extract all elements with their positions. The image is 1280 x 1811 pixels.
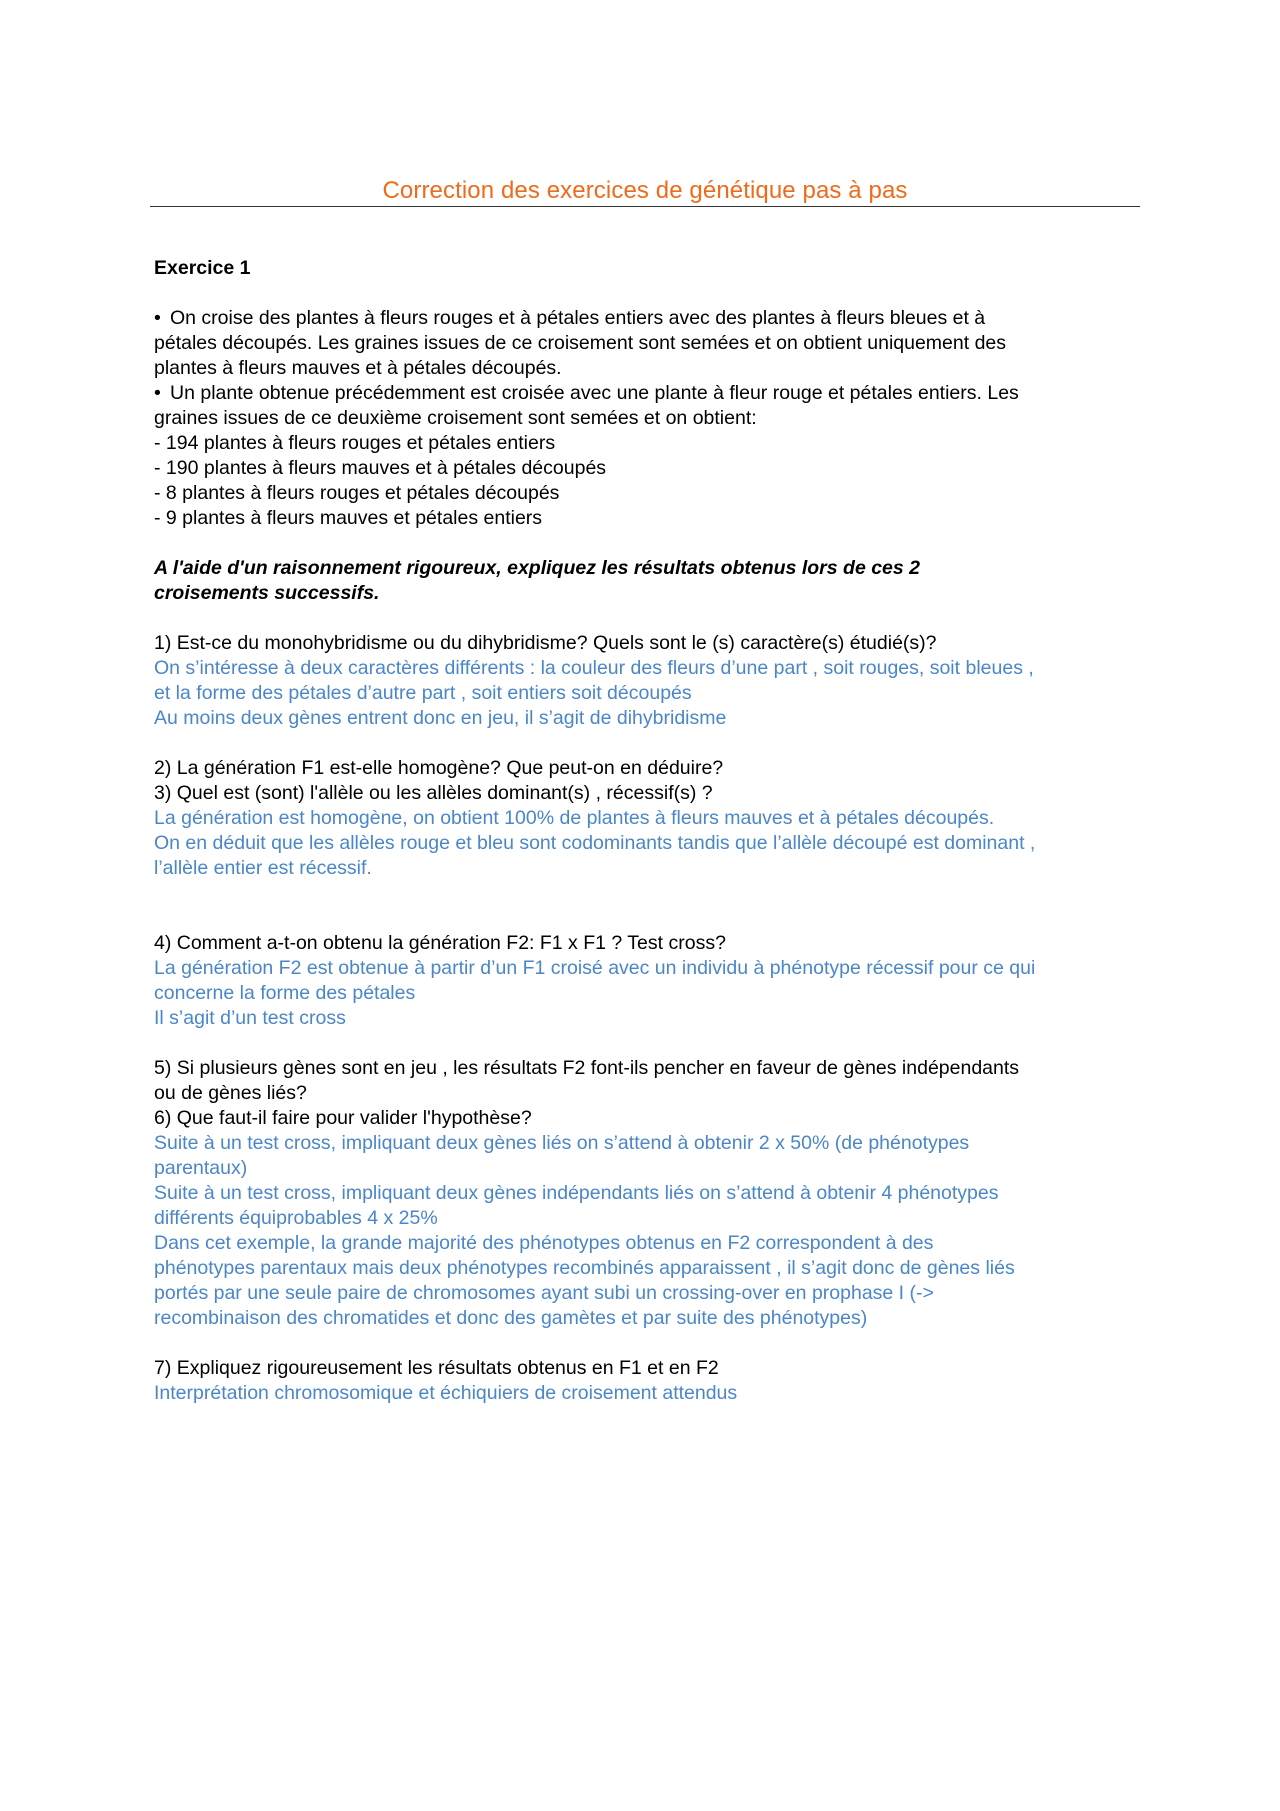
question-3: 3) Quel est (sont) l'allèle ou les allèles dominant(s) , récessif(s) ? [154, 782, 713, 804]
spacer [154, 1031, 1144, 1056]
answer-4-line: Il s’agit d’un test cross [154, 1007, 346, 1029]
statement-bullet-2-line-1 [154, 381, 1144, 406]
answer-5-6-line: phénotypes parentaux mais deux phénotypes recombinés apparaissent , il s’agit donc de gènes liés [154, 1257, 1015, 1279]
answer-5-6-line: parentaux) [154, 1157, 248, 1179]
result-item: - 8 plantes à fleurs rouges et pétales découpés [154, 482, 560, 504]
answer-5-6-line: Suite à un test cross, impliquant deux gènes liés on s’attend à obtenir 2 x 50% (de phénotypes [154, 1132, 970, 1154]
spacer [154, 281, 1144, 306]
answer-5-6-line: recombinaison des chromatides et donc des gamètes et par suite des phénotypes) [154, 1307, 868, 1329]
answer-7: Interprétation chromosomique et échiquiers de croisement attendus [154, 1382, 738, 1404]
answer-1-line: et la forme des pétales d’autre part , soit entiers soit découpés [154, 682, 692, 704]
answer-2-3-line: La génération est homogène, on obtient 100% de plantes à fleurs mauves et à pétales découpés. [154, 807, 995, 829]
task-line-2: croisements successifs. [154, 582, 380, 604]
question-5-line: 5) Si plusieurs gènes sont en jeu , les résultats F2 font-ils pencher en faveur de gènes indépendants [154, 1057, 1020, 1079]
bullet-icon: • [154, 382, 161, 404]
question-6: 6) Que faut-il faire pour valider l'hypothèse? [154, 1107, 532, 1129]
answer-5-6-line: Dans cet exemple, la grande majorité des phénotypes obtenus en F2 correspondent à des [154, 1232, 934, 1254]
answer-2-3-line: l’allèle entier est récessif. [154, 857, 372, 879]
answer-5-6-line: différents équiprobables 4 x 25% [154, 1207, 438, 1229]
answer-1-line: Au moins deux gènes entrent donc en jeu, il s’agit de dihybridisme [154, 707, 727, 729]
question-7: 7) Expliquez rigoureusement les résultats obtenus en F1 et en F2 [154, 1357, 719, 1379]
answer-2-3-line: On en déduit que les allèles rouge et bleu sont codominants tandis que l’allèle découpé est dominant , [154, 832, 1036, 854]
question-2: 2) La génération F1 est-elle homogène? Que peut-on en déduire? [154, 757, 724, 779]
statement-bullet-1-line-1 [154, 306, 1144, 331]
result-item: - 194 plantes à fleurs rouges et pétales entiers [154, 432, 556, 454]
question-4: 4) Comment a-t-on obtenu la génération F2: F1 x F1 ? Test cross? [154, 932, 726, 954]
statement-text: Un plante obtenue précédemment est croisée avec une plante à fleur rouge et pétales entiers. Les [170, 382, 1019, 404]
spacer [154, 606, 1144, 631]
bullet-icon: • [154, 307, 161, 329]
answer-4-line: concerne la forme des pétales [154, 982, 416, 1004]
spacer [154, 881, 1144, 931]
statement-text: On croise des plantes à fleurs rouges et à pétales entiers avec des plantes à fleurs bleues et à [170, 307, 986, 329]
document-title: Correction des exercices de génétique pas à pas [382, 177, 908, 204]
document-body [154, 256, 1144, 1406]
title-underline [150, 206, 1140, 207]
statement-bullet-1-line-3: plantes à fleurs mauves et à pétales découpés. [154, 357, 562, 379]
spacer [154, 531, 1144, 556]
statement-bullet-1-line-2: pétales découpés. Les graines issues de ce croisement sont semées et on obtient uniquement des [154, 332, 1007, 354]
spacer [154, 1331, 1144, 1356]
task-line-1: A l'aide d'un raisonnement rigoureux, expliquez les résultats obtenus lors de ces 2 [154, 557, 921, 579]
question-5-line: ou de gènes liés? [154, 1082, 307, 1104]
statement-bullet-2-line-2: graines issues de ce deuxième croisement sont semées et on obtient: [154, 407, 757, 429]
result-item: - 9 plantes à fleurs mauves et pétales entiers [154, 507, 543, 529]
answer-4-line: La génération F2 est obtenue à partir d’un F1 croisé avec un individu à phénotype récessif pour ce qui [154, 957, 1036, 979]
spacer [154, 731, 1144, 756]
exercise-heading: Exercice 1 [154, 257, 251, 279]
answer-5-6-line: portés par une seule paire de chromosomes ayant subi un crossing-over en prophase I (-> [154, 1282, 934, 1304]
answer-1-line: On s’intéresse à deux caractères différents : la couleur des fleurs d’une part , soit rouges, soit bleues , [154, 657, 1034, 679]
result-item: - 190 plantes à fleurs mauves et à pétales découpés [154, 457, 607, 479]
answer-5-6-line: Suite à un test cross, impliquant deux gènes indépendants liés on s’attend à obtenir 4 phénotypes [154, 1182, 999, 1204]
question-1: 1) Est-ce du monohybridisme ou du dihybridisme? Quels sont le (s) caractère(s) étudié(s)? [154, 632, 937, 654]
